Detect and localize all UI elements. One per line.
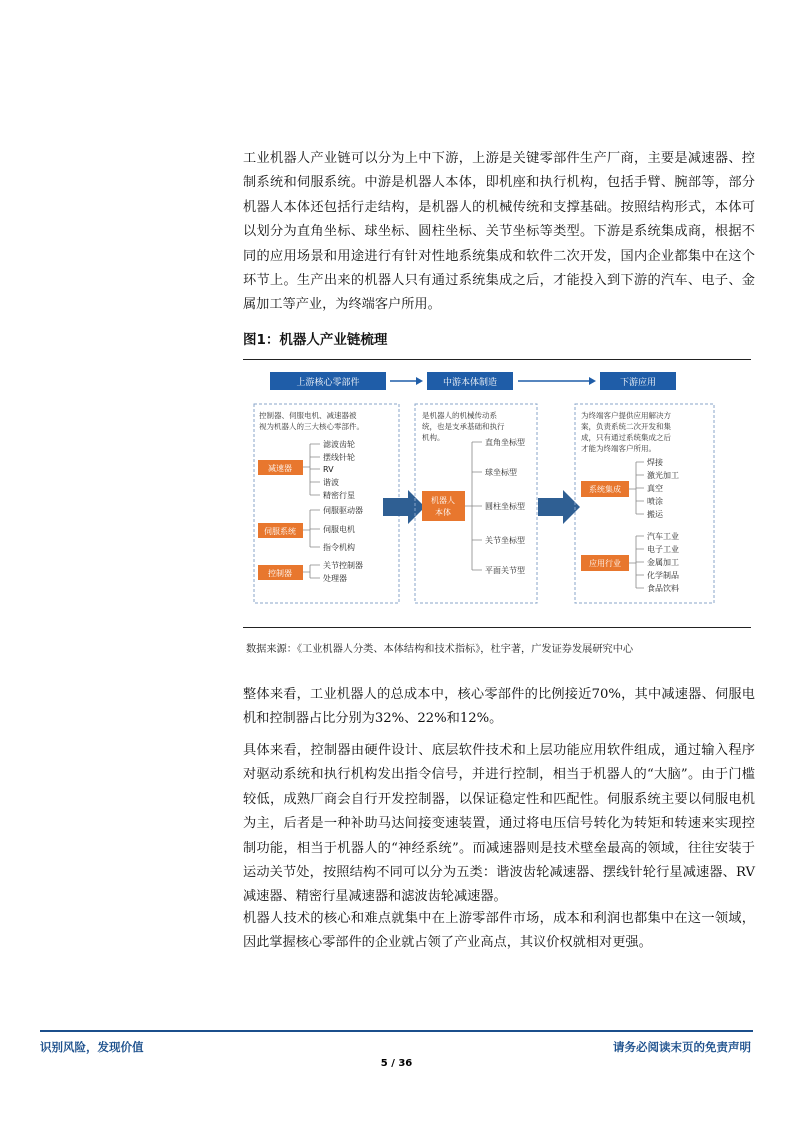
reducer-label: 减速器 <box>268 464 292 473</box>
industry-item-1: 汽车工业 <box>647 532 679 541</box>
midstream-item-3: 圆柱坐标型 <box>485 502 525 511</box>
reducer-item-4: 谐波 <box>323 478 339 487</box>
header-arrow-2-head <box>589 377 596 385</box>
industry-item-4: 化学制品 <box>647 571 679 580</box>
integration-item-5: 搬运 <box>647 510 663 519</box>
midstream-desc-line-3: 机构。 <box>422 433 445 442</box>
integration-item-3: 真空 <box>647 484 663 493</box>
midstream-item-4: 关节坐标型 <box>485 536 525 545</box>
upstream-desc-line-2: 视为机器人的三大核心零部件。 <box>259 422 364 431</box>
flow-arrow-mid-to-down <box>538 490 580 524</box>
controller-bracket <box>303 565 310 578</box>
figure-top-rule <box>243 359 751 360</box>
integration-ticks <box>636 462 644 514</box>
upstream-desc-line-1: 控制器、伺服电机、减速器被 <box>259 411 357 420</box>
servo-item-1: 伺服驱动器 <box>323 506 363 515</box>
industry-chain-diagram <box>248 362 748 624</box>
figure-title: 图1：机器人产业链梳理 <box>243 332 388 348</box>
midstream-item-1: 直角坐标型 <box>485 438 525 447</box>
industry-item-5: 食品饮料 <box>647 584 679 593</box>
conclusion-paragraph: 机器人技术的核心和难点就集中在上游零部件市场，成本和利润也都集中在这一领域，因此掌握核心零部件的企业就占领了产业高点，其议价权就相对更强。 <box>243 911 755 951</box>
midstream-item-2: 球坐标型 <box>485 468 517 477</box>
header-arrow-1-head <box>416 377 423 385</box>
servo-item-3: 指令机构 <box>323 543 355 552</box>
midstream-bracket <box>465 442 472 570</box>
footer-slogan: 识别风险，发现价值 <box>40 1040 144 1054</box>
intro-paragraph: 工业机器人产业链可以分为上中下游，上游是关键零部件生产厂商，主要是减速器、控制系统和伺服系统。中游是机器人本体，即机座和执行机构，包括手臂、腕部等，部分机器人本体还包括行走结构，是机器人的机械传统和支撑基础。按照结构形式，本体可以划分为直角坐标、球坐标、圆柱坐标、关节坐标等类型。下游是系统集成商，根据不同的应用场景和用途进行有针对性地系统集成和软件二次开发，国内企业都集中在这个环节上。生产出来的机器人只有通过系统集成之后，才能投入到下游的汽车、电子、金属加工等产业，为终端客户所用。 <box>243 151 755 313</box>
reducer-ticks <box>310 444 320 495</box>
integration-item-1: 焊接 <box>647 458 663 467</box>
industry-label: 应用行业 <box>589 559 621 568</box>
downstream-desc-line-4: 才能为终端客户所用。 <box>581 444 656 453</box>
reducer-item-1: 滤波齿轮 <box>323 440 355 449</box>
components-paragraph: 具体来看，控制器由硬件设计、底层软件技术和上层功能应用软件组成，通过输入程序对驱动系统和执行机构发出指令信号，并进行控制，相当于机器人的“大脑”。由于门槛较低，成熟厂商会自行开发控制器，以保证稳定性和匹配性。伺服系统主要以伺服电机为主，后者是一种补助马达间接变速装置，通过将电压信号转化为转矩和转速来实现控制功能，相当于机器人的“神经系统”。而减速器则是技术壁垒最高的领域，往往安装于运动关节处，按照结构不同可以分为五类：谐波齿轮减速器、摆线针轮行星减速器、RV减速器、精密行星减速器和滤波齿轮减速器。 <box>243 743 755 905</box>
midstream-desc-line-1: 是机器人的机械传动系 <box>422 411 497 420</box>
reducer-item-3: RV <box>323 465 334 474</box>
figure-source: 数据来源：《工业机器人分类、本体结构和技术指标》，杜宇著，广发证券发展研究中心 <box>246 644 634 655</box>
header-midstream: 中游本体制造 <box>442 378 498 388</box>
downstream-desc-line-1: 为终端客户提供应用解决方 <box>581 411 671 420</box>
servo-item-2: 伺服电机 <box>323 525 355 534</box>
midstream-ticks <box>472 442 482 570</box>
controller-ticks <box>310 565 320 578</box>
flow-arrow-up-to-mid <box>383 490 425 524</box>
controller-label: 控制器 <box>268 569 292 578</box>
controller-item-1: 关节控制器 <box>323 561 363 570</box>
reducer-bracket <box>303 444 310 495</box>
industry-item-2: 电子工业 <box>647 545 679 554</box>
cost-paragraph: 整体来看，工业机器人的总成本中，核心零部件的比例接近70%，其中减速器、伺服电机和控制器占比分别为32%、22%和12%。 <box>243 687 755 727</box>
servo-bracket <box>303 510 310 547</box>
robot-body-label-2: 本体 <box>435 508 451 517</box>
servo-label: 伺服系统 <box>264 527 296 536</box>
industry-bracket <box>629 536 636 588</box>
controller-item-2: 处理器 <box>323 574 347 583</box>
footer-rule <box>40 1030 753 1032</box>
integration-bracket <box>629 462 636 514</box>
industry-item-3: 金属加工 <box>647 558 679 567</box>
robot-body-label-1: 机器人 <box>431 496 455 505</box>
downstream-desc-line-3: 成，只有通过系统集成之后 <box>581 433 671 442</box>
servo-ticks <box>310 510 320 547</box>
page-number: 5 / 36 <box>380 1058 413 1069</box>
downstream-desc-line-2: 案，负责系统二次开发和集 <box>581 422 671 431</box>
figure-bottom-rule <box>243 627 751 628</box>
industry-ticks <box>636 536 644 588</box>
reducer-item-5: 精密行星 <box>323 491 355 500</box>
integration-item-4: 喷涂 <box>647 497 663 506</box>
midstream-desc-line-2: 统，也是支承基础和执行 <box>422 422 505 431</box>
integration-item-2: 激光加工 <box>647 471 679 480</box>
footer-disclaimer: 请务必阅读末页的免责声明 <box>613 1040 751 1054</box>
integration-label: 系统集成 <box>589 485 621 494</box>
midstream-item-5: 平面关节型 <box>485 566 525 575</box>
header-downstream: 下游应用 <box>619 378 657 388</box>
reducer-item-2: 摆线针轮 <box>323 453 355 462</box>
header-upstream: 上游核心零部件 <box>296 378 360 388</box>
